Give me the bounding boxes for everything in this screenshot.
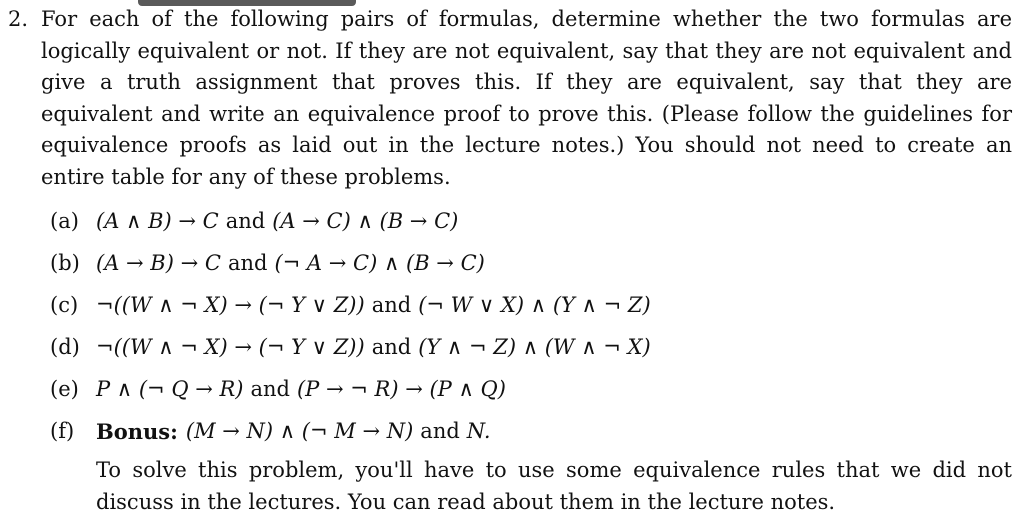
problem-intro	[8, 4, 1012, 193]
formula-right: (Y ∧ ¬ Z) ∧ (W ∧ ¬ X)	[418, 335, 651, 360]
formula-right: (P → ¬ R) → (P ∧ Q)	[296, 377, 506, 402]
part-label: (f)	[50, 419, 75, 444]
part-label: (c)	[50, 293, 79, 318]
connector-text: and	[225, 209, 266, 234]
connector-text: and	[420, 419, 460, 444]
bonus-note: To solve this problem, you'll have to use some equivalence rules that we did not discuss in the lectures. You can read about them in the lecture notes.	[96, 458, 1012, 514]
formula-left: (A → B) → C	[96, 251, 221, 276]
formula-right: (A → C) ∧ (B → C)	[272, 209, 459, 234]
part-a	[8, 201, 1012, 243]
problem-parts	[8, 201, 1012, 453]
formula-left: ¬((W ∧ ¬ X) → (¬ Y ∨ Z))	[96, 335, 365, 360]
part-label: (a)	[50, 209, 79, 234]
formula-left: (A ∧ B) → C	[96, 209, 219, 234]
part-label: (e)	[50, 377, 79, 402]
formula-right: (¬ A → C) ∧ (B → C)	[274, 251, 485, 276]
formula-left: ¬((W ∧ ¬ X) → (¬ Y ∨ Z))	[96, 293, 365, 318]
formula-right: N.	[466, 419, 491, 444]
formula-left: (M → N) ∧ (¬ M → N)	[185, 419, 414, 444]
part-b	[8, 243, 1012, 285]
formula-right: (¬ W ∨ X) ∧ (Y ∧ ¬ Z)	[418, 293, 651, 318]
connector-text: and	[227, 251, 268, 276]
part-d	[8, 327, 1012, 369]
problem-number: 2.	[8, 7, 29, 31]
connector-text: and	[371, 335, 412, 360]
part-label: (d)	[50, 335, 80, 360]
bonus-label: Bonus:	[96, 419, 178, 445]
connector-text: and	[250, 377, 290, 402]
part-c	[8, 285, 1012, 327]
problem-intro-text: For each of the following pairs of formulas, determine whether the two formulas are logically equivalent or not. If they are not equivalent, say that they are not equivalent and give a truth assignment that proves this. If they are equivalent, say that they are equivalent and write an equivalence proof to prove this. (Please follow the guidelines for equivalence proofs as laid out in the lecture notes.) You should not need to create an entire table for any of these problems.	[41, 7, 1012, 189]
part-f-bonus	[8, 411, 1012, 453]
problem-2	[8, 4, 1012, 518]
part-e	[8, 369, 1012, 411]
part-label: (b)	[50, 251, 80, 276]
connector-text: and	[371, 293, 412, 318]
formula-left: P ∧ (¬ Q → R)	[96, 377, 244, 402]
